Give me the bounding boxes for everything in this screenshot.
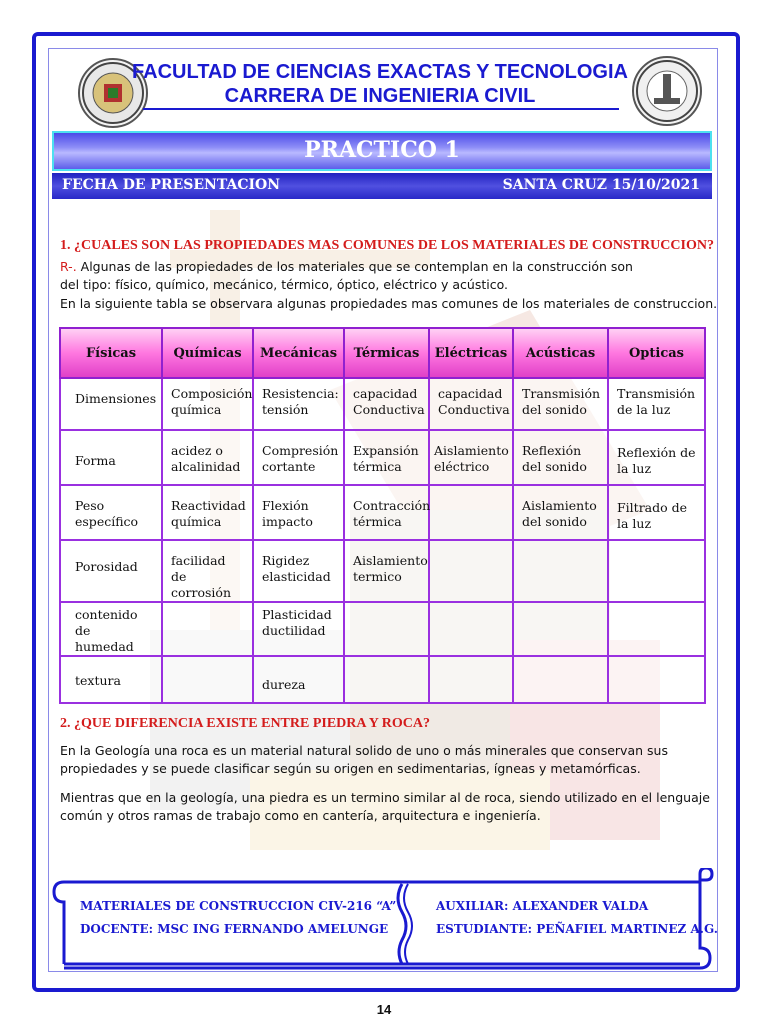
properties-table <box>59 327 706 704</box>
table-cell: Contracción térmica <box>344 485 429 540</box>
table-row <box>60 378 705 430</box>
table-cell <box>162 602 253 656</box>
header-quimicas: Químicas <box>162 328 253 378</box>
footer-course: MATERIALES DE CONSTRUCCION CIV-216 “A” <box>80 899 397 913</box>
question-2: 2. ¿QUE DIFERENCIA EXISTE ENTRE PIEDRA Y ROCA? <box>60 716 431 731</box>
footer-teacher: DOCENTE: MSC ING FERNANDO AMELUNGE <box>80 922 389 936</box>
table-cell: capacidad Conductiva <box>344 378 429 430</box>
answer-2-para-2-line-1: Mientras que en la geología, una piedra es un termino similar al de roca, siendo utilizado en el lenguaje <box>60 790 710 805</box>
table-cell <box>429 656 513 703</box>
answer-1-line-2: del tipo: físico, químico, mecánico, térmico, óptico, eléctrico y acústico. <box>60 277 509 292</box>
answer-2-para-1-line-2: propiedades y se puede clasificar según su origen en sedimentarias, ígneas y metamórficas. <box>60 761 641 776</box>
table-cell <box>608 602 705 656</box>
table-cell: Forma <box>60 430 162 485</box>
answer-1-line-1-text: Algunas de las propiedades de los materiales que se contemplan en la construcción son <box>76 259 633 274</box>
table-cell: textura <box>60 656 162 703</box>
table-row <box>60 430 705 485</box>
table-cell <box>513 656 608 703</box>
table-cell: Reactividad química <box>162 485 253 540</box>
table-row <box>60 602 705 656</box>
table-cell <box>429 485 513 540</box>
table-cell <box>608 656 705 703</box>
table-cell: Rigidez elasticidad <box>253 540 344 602</box>
date-value: SANTA CRUZ 15/10/2021 <box>502 177 700 193</box>
table-cell: Aislamiento eléctrico <box>429 430 513 485</box>
engineering-seal-logo-right <box>632 56 702 126</box>
table-cell <box>608 540 705 602</box>
header-mecanicas: Mecánicas <box>253 328 344 378</box>
footer-assistant: AUXILIAR: ALEXANDER VALDA <box>436 899 649 913</box>
question-1: 1. ¿CUALES SON LAS PROPIEDADES MAS COMUNES DE LOS MATERIALES DE CONSTRUCCION? <box>60 238 714 253</box>
table-cell: Composición química <box>162 378 253 430</box>
table-cell: Aislamiento del sonido <box>513 485 608 540</box>
date-label: FECHA DE PRESENTACION <box>62 177 281 193</box>
header-opticas: Opticas <box>608 328 705 378</box>
header-acusticas: Acústicas <box>513 328 608 378</box>
table-cell: Expansión térmica <box>344 430 429 485</box>
footer-scroll-frame <box>50 868 714 972</box>
answer-prefix: R-. <box>60 259 77 274</box>
table-cell: Porosidad <box>60 540 162 602</box>
table-cell: Peso específico <box>60 485 162 540</box>
table-cell <box>513 602 608 656</box>
table-cell <box>344 602 429 656</box>
answer-1-line-1 <box>60 258 633 276</box>
table-cell <box>429 540 513 602</box>
table-cell <box>162 656 253 703</box>
practice-title: PRACTICO 1 <box>304 137 460 163</box>
table-cell: Filtrado de la luz <box>608 485 705 540</box>
table-row <box>60 656 705 703</box>
date-bar <box>52 173 712 199</box>
table-cell: contenido de humedad <box>60 602 162 656</box>
table-cell: Reflexión de la luz <box>608 430 705 485</box>
table-cell: Compresión cortante <box>253 430 344 485</box>
header-fisicas: Físicas <box>60 328 162 378</box>
table-cell <box>344 656 429 703</box>
answer-2-para-2-line-2: común y otros ramas de trabajo como en cantería, arquitectura e ingeniería. <box>60 808 541 823</box>
table-cell <box>513 540 608 602</box>
header-termicas: Térmicas <box>344 328 429 378</box>
table-row <box>60 485 705 540</box>
header-electricas: Eléctricas <box>429 328 513 378</box>
answer-1-line-3: En la siguiente tabla se observara algunas propiedades mas comunes de los materiales de construccion. <box>60 296 718 311</box>
table-row <box>60 540 705 602</box>
table-cell: facilidad de corrosión <box>162 540 253 602</box>
table-header-row <box>60 328 705 378</box>
table-cell <box>429 602 513 656</box>
table-cell: dureza <box>253 656 344 703</box>
table-cell: Transmisión del sonido <box>513 378 608 430</box>
table-cell: Dimensiones <box>60 378 162 430</box>
table-cell: capacidad Conductiva <box>429 378 513 430</box>
table-cell: Resistencia: tensión <box>253 378 344 430</box>
table-cell: Reflexión del sonido <box>513 430 608 485</box>
table-cell: Transmisión de la luz <box>608 378 705 430</box>
header-underline <box>143 108 619 110</box>
table-cell: Aislamiento termico <box>344 540 429 602</box>
answer-2-para-1-line-1: En la Geología una roca es un material natural solido de uno o más minerales que conservan sus <box>60 743 668 758</box>
table-cell: Plasticidad ductilidad <box>253 602 344 656</box>
footer-student: ESTUDIANTE: PEÑAFIEL MARTINEZ A.G. <box>436 922 718 936</box>
page-number: 14 <box>376 1002 392 1017</box>
faculty-title: FACULTAD DE CIENCIAS EXACTAS Y TECNOLOGIA <box>132 61 628 83</box>
table-cell: acidez o alcalinidad <box>162 430 253 485</box>
career-title: CARRERA DE INGENIERIA CIVIL <box>224 85 536 107</box>
table-cell: Flexión impacto <box>253 485 344 540</box>
title-banner <box>52 131 712 171</box>
